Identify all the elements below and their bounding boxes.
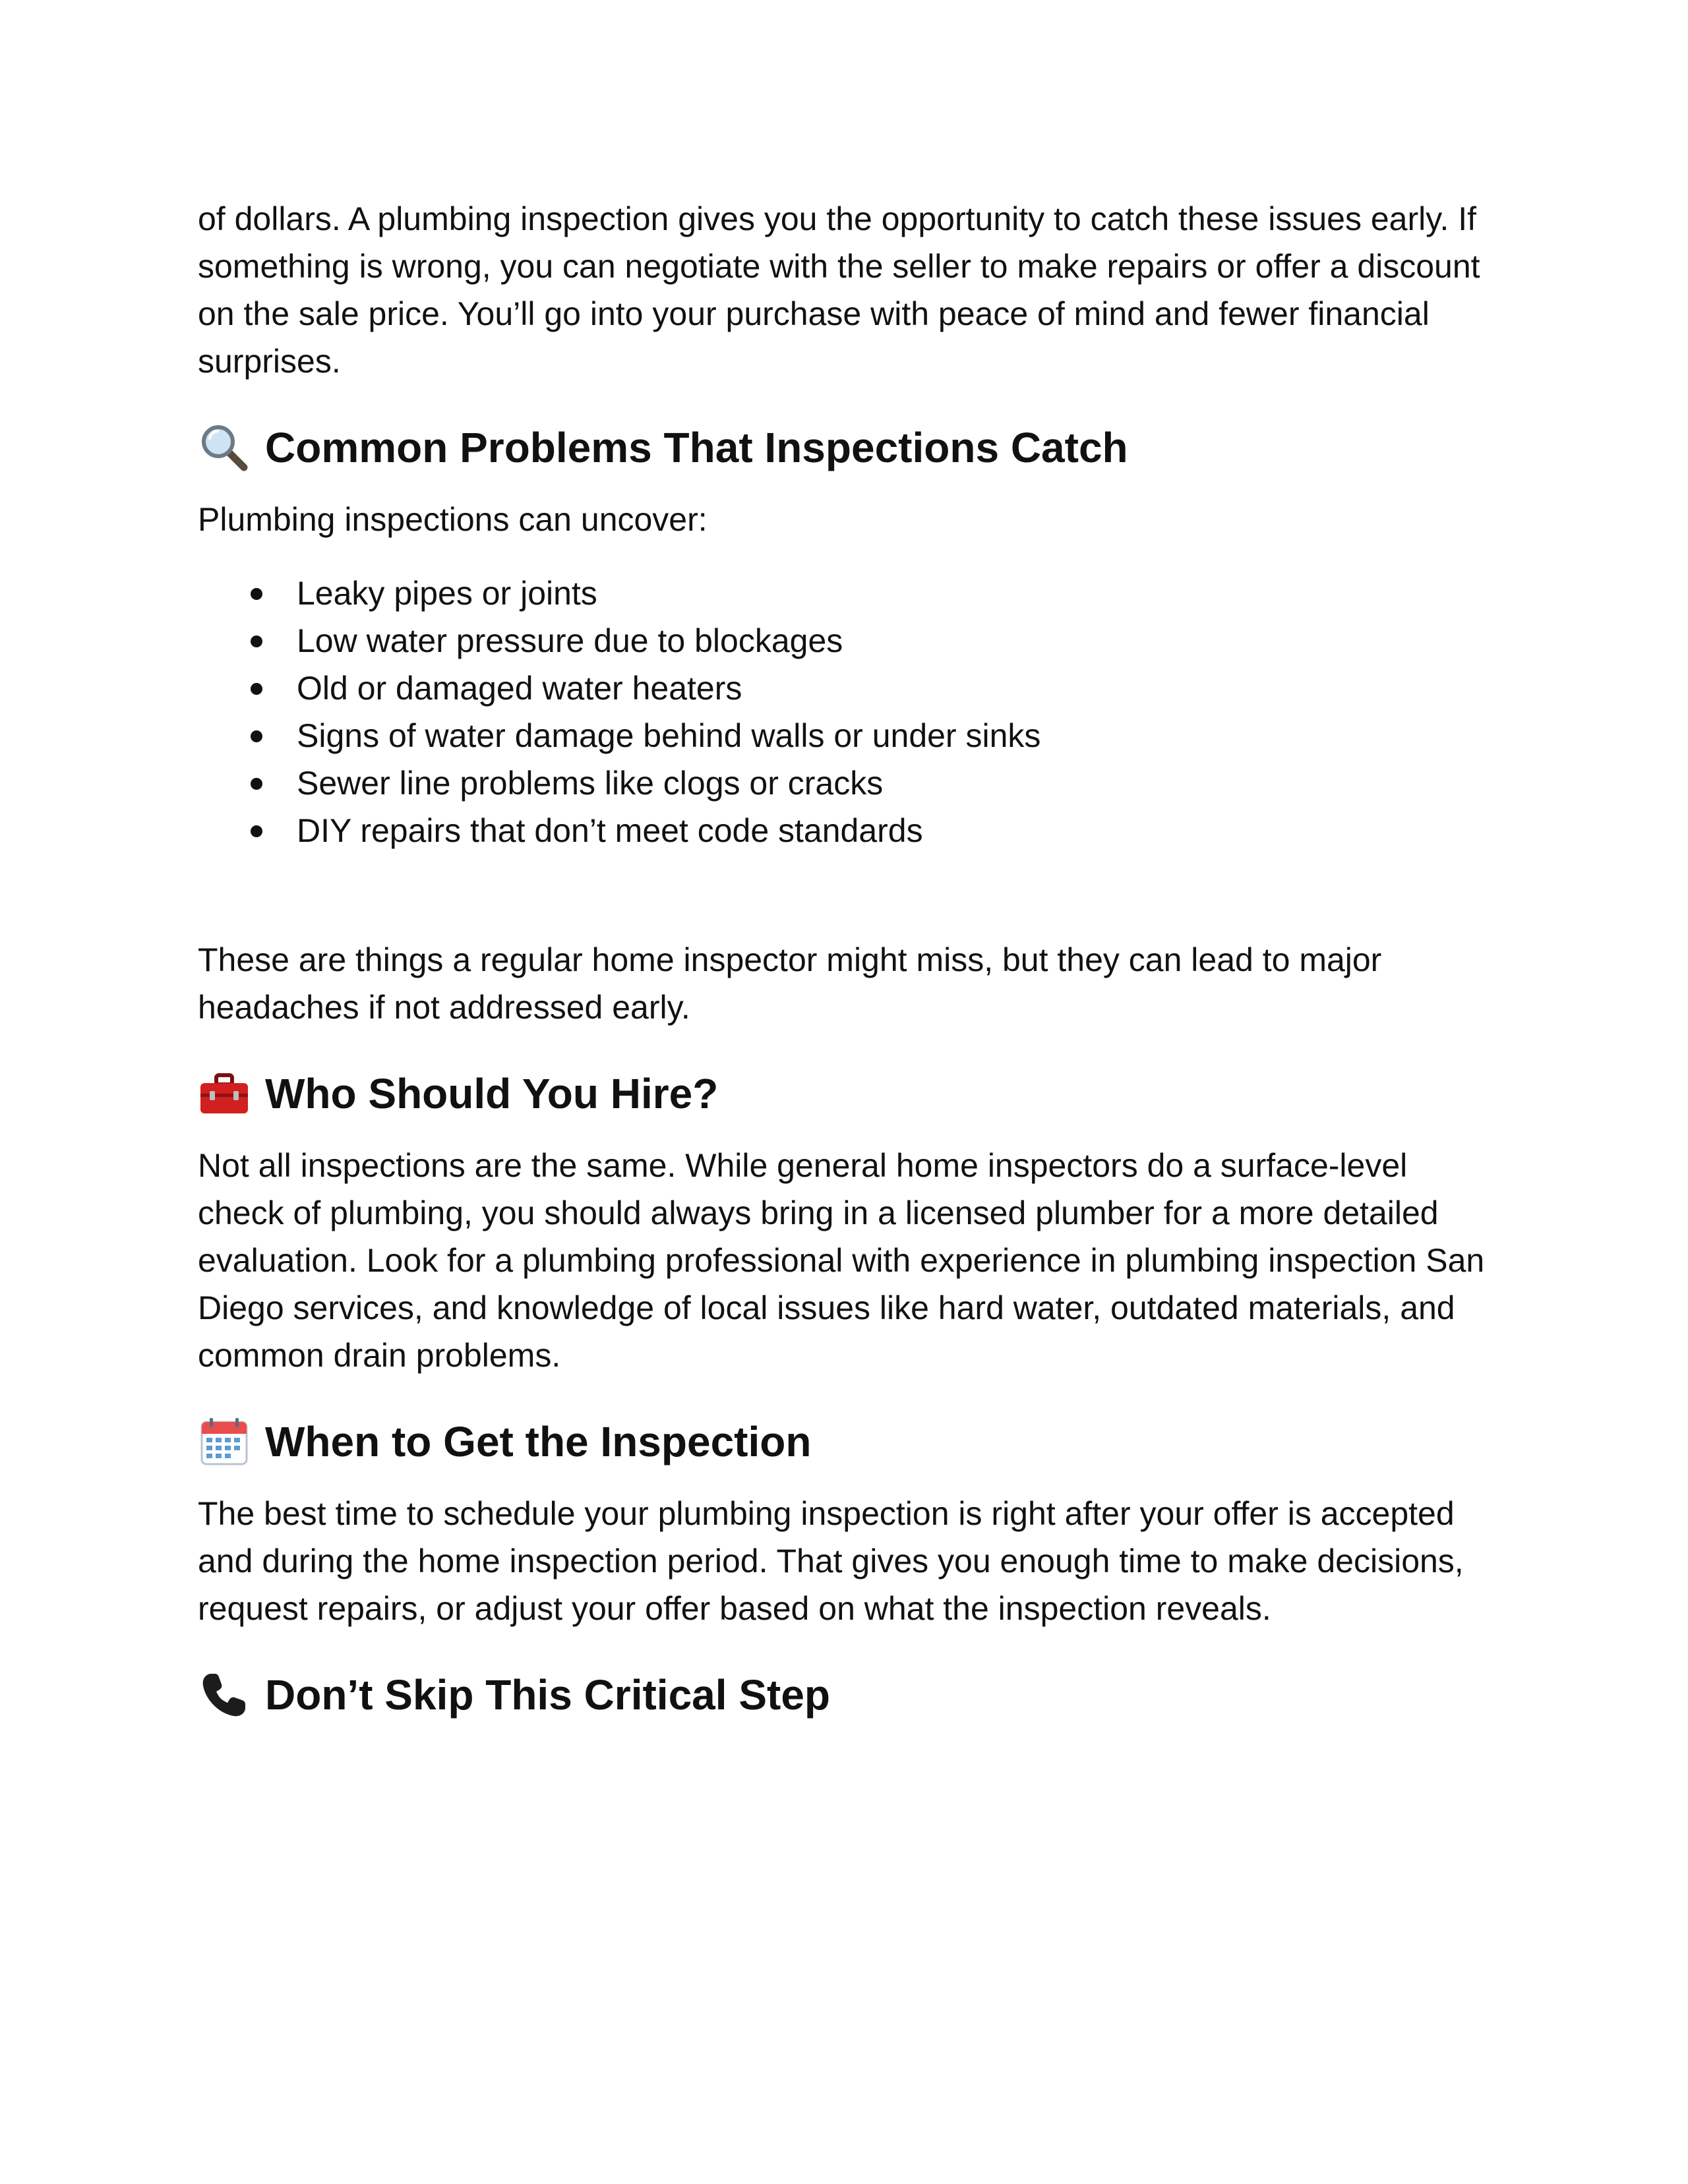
intro-paragraph: of dollars. A plumbing inspection gives you the opportunity to catch these issues early. If something is wrong, you can negotiate with the seller to make repairs or offer a discount on the sale price. You’ll go into your purchase with peace of mind and fewer financial surprises. xyxy=(198,200,1480,380)
when-paragraph: The best time to schedule your plumbing inspection is right after your offer is accepted and during the home inspection period. That gives you enough time to make decisions, request repairs, or adjust your offer based on what the inspection reveals. xyxy=(198,1495,1464,1627)
document-page xyxy=(198,195,1490,1725)
calendar-icon xyxy=(198,1415,251,1468)
list-item: Sewer line problems like clogs or cracks xyxy=(198,759,1490,807)
heading-who-to-hire xyxy=(198,1064,1490,1123)
heading-dont-skip xyxy=(198,1665,1490,1725)
problems-closing: These are things a regular home inspector might miss, but they can lead to major headaches if not addressed early. xyxy=(198,941,1382,1026)
heading-common-problems xyxy=(198,418,1490,477)
list-item: Signs of water damage behind walls or under sinks xyxy=(198,712,1490,759)
list-item: DIY repairs that don’t meet code standards xyxy=(198,807,1490,854)
problems-lead: Plumbing inspections can uncover: xyxy=(198,501,708,538)
heading-text: Don’t Skip This Critical Step xyxy=(265,1671,830,1719)
hire-paragraph: Not all inspections are the same. While general home inspectors do a surface-level check of plumbing, you should always bring in a licensed plumber for a more detailed evaluation. Look for a plumbing professional with experience in plumbing inspection San Diego services, and knowledge of local issues like hard water, outdated materials, and common drain problems. xyxy=(198,1147,1485,1374)
heading-text: Common Problems That Inspections Catch xyxy=(265,424,1128,471)
problems-list xyxy=(198,570,1490,854)
heading-text: Who Should You Hire? xyxy=(265,1070,719,1117)
telephone-receiver-icon xyxy=(198,1668,251,1721)
heading-when-to-inspect xyxy=(198,1412,1490,1471)
heading-text: When to Get the Inspection xyxy=(265,1418,812,1465)
list-item: Low water pressure due to blockages xyxy=(198,617,1490,664)
list-item: Old or damaged water heaters xyxy=(198,664,1490,712)
magnifying-glass-icon xyxy=(198,421,251,474)
list-item: Leaky pipes or joints xyxy=(198,570,1490,617)
toolbox-icon xyxy=(198,1067,251,1120)
